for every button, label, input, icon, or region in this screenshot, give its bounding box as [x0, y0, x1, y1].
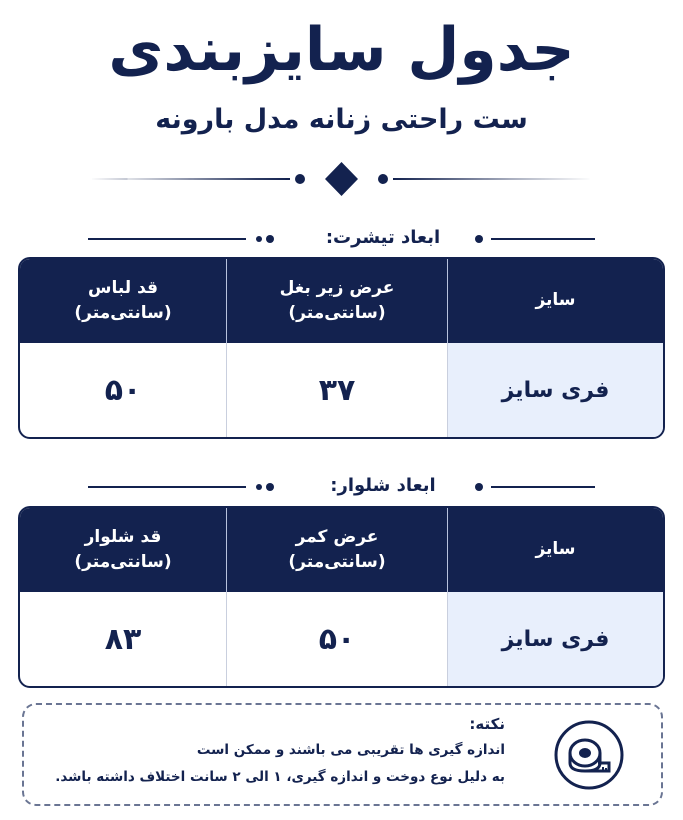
note-line: به دلیل نوع دوخت و اندازه گیری، ۱ الی ۲ سانت اختلاف داشته باشد. — [55, 769, 505, 785]
page-title: جدول سایزبندی — [108, 15, 575, 85]
heading-line — [491, 238, 595, 240]
col-header-underarm-width — [227, 259, 448, 343]
col-header-pants-length — [20, 508, 227, 592]
dress-length-value: ۵۰ — [20, 343, 227, 437]
table-row — [20, 592, 663, 686]
col-header-label: قد لباس — [87, 277, 159, 298]
table-header-row — [20, 259, 663, 343]
waist-width-value: ۵۰ — [227, 592, 448, 686]
table-header-row — [20, 508, 663, 592]
underarm-width-value: ۳۷ — [227, 343, 448, 437]
col-header-size-label: سایز — [535, 539, 576, 560]
heading-dot — [256, 484, 262, 490]
heading-line — [88, 486, 246, 488]
col-header-size — [448, 508, 663, 592]
col-header-unit: (سانتی‌متر) — [288, 552, 386, 572]
shirt-heading-label: ابعاد تیشرت: — [325, 227, 441, 248]
note-line: اندازه گیری ها تقریبی می باشند و ممکن است — [196, 742, 505, 758]
pants-length-value: ۸۳ — [20, 592, 227, 686]
col-header-unit: (سانتی‌متر) — [288, 303, 386, 323]
heading-dot — [266, 483, 274, 491]
note-title: نکته: — [469, 715, 505, 733]
measuring-tape-icon — [553, 719, 625, 791]
note-box — [22, 703, 663, 806]
table-row — [20, 343, 663, 437]
col-header-size-label: سایز — [535, 290, 576, 311]
col-header-label: عرض زیر بغل — [279, 277, 395, 298]
heading-line — [88, 238, 246, 240]
heading-line — [491, 486, 595, 488]
pants-section-heading — [88, 475, 595, 499]
shirt-section-heading — [88, 227, 595, 251]
page-subtitle: ست راحتی زنانه مدل بارونه — [155, 104, 528, 135]
col-header-unit: (سانتی‌متر) — [74, 552, 172, 572]
pants-heading-label: ابعاد شلوار: — [330, 475, 436, 496]
col-header-unit: (سانتی‌متر) — [74, 303, 172, 323]
col-header-waist-width — [227, 508, 448, 592]
size-cell: فری سایز — [448, 592, 663, 686]
shirt-size-table — [18, 257, 665, 439]
col-header-size — [448, 259, 663, 343]
ornament-divider — [90, 160, 593, 198]
note-text — [45, 715, 505, 791]
size-cell: فری سایز — [448, 343, 663, 437]
col-header-label: عرض کمر — [295, 526, 379, 547]
heading-dot — [266, 235, 274, 243]
col-header-label: قد شلوار — [84, 526, 162, 547]
pants-size-table — [18, 506, 665, 688]
col-header-dress-length — [20, 259, 227, 343]
heading-dot — [256, 236, 262, 242]
